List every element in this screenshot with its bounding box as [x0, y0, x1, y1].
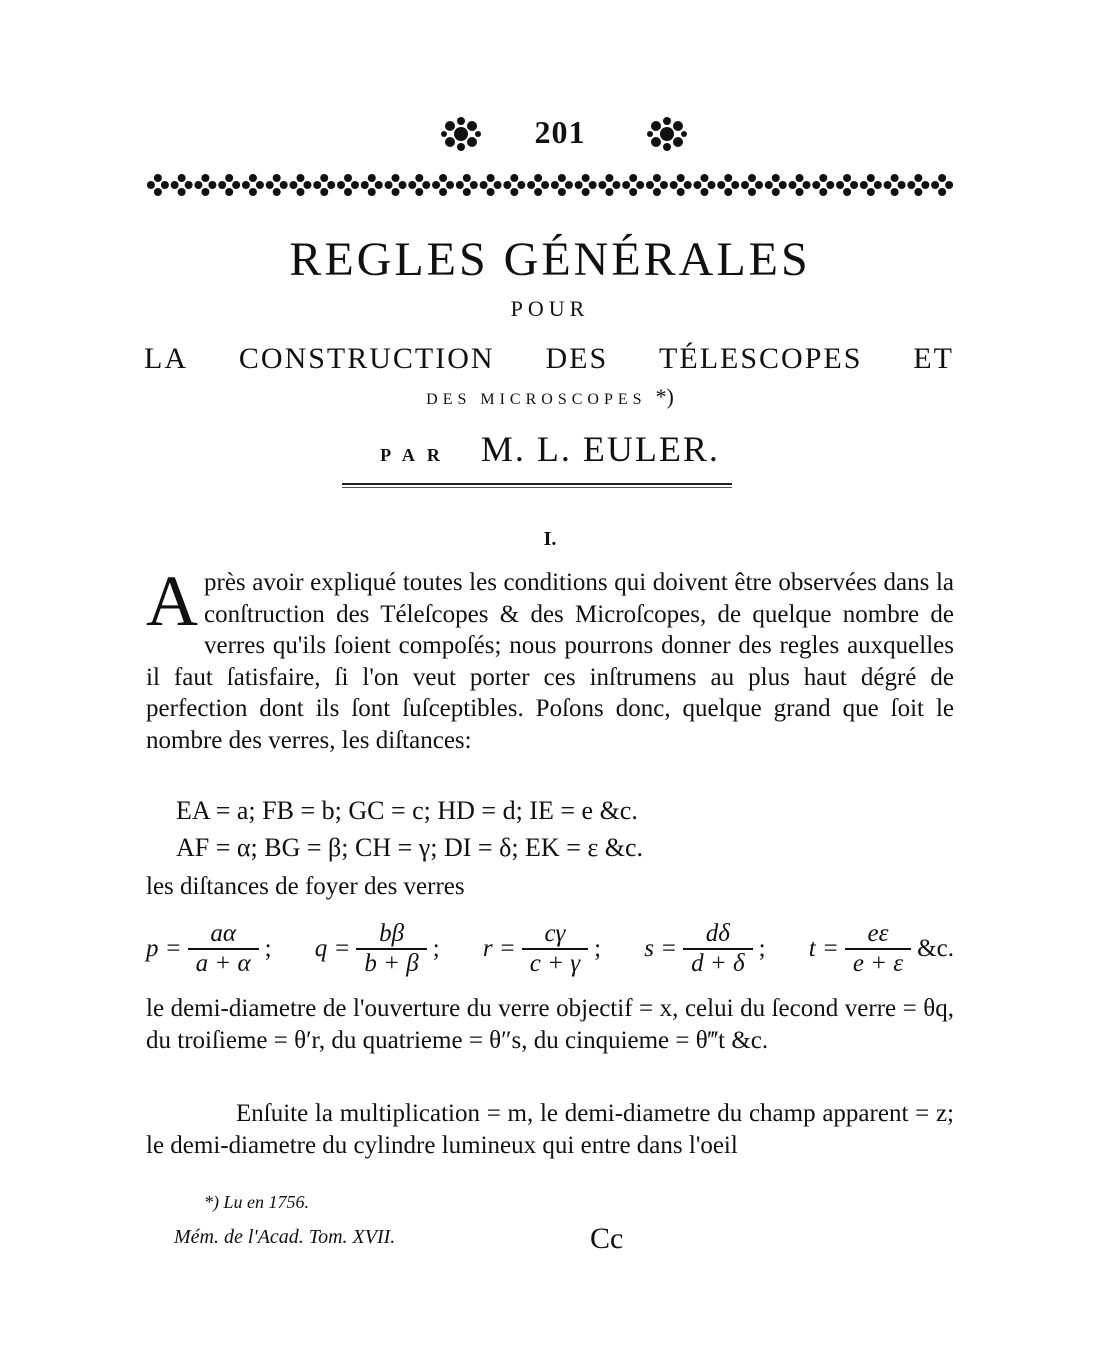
- equation-lhs: q =: [314, 935, 351, 962]
- equation-separator: ;: [264, 935, 272, 962]
- ornament-mark: [789, 174, 811, 196]
- signature-mark: Cc: [590, 1222, 624, 1255]
- equation-lhs: t =: [808, 935, 839, 962]
- page-header: [0, 110, 1100, 160]
- fraction: [845, 920, 911, 978]
- ornament-mark: [337, 174, 359, 196]
- fraction-denominator: d + δ: [691, 950, 745, 977]
- ornament-mark: [527, 174, 549, 196]
- ornament-mark: [432, 174, 454, 196]
- title-subject-line: [144, 342, 954, 376]
- title-word: ET: [913, 342, 954, 375]
- ornament-mark: [171, 174, 193, 196]
- ornament-mark: [717, 174, 739, 196]
- ornament-mark: [860, 174, 882, 196]
- paragraph-2: le demi-diametre de l'ouverture du verre objectif = x, celui du ſecond verre = θq, du troiſieme = θ′r, du quatrieme = θ″s, du cinquieme = θ‴t &c.: [146, 995, 954, 1054]
- ornament-mark: [385, 174, 407, 196]
- ornament-mark: [931, 174, 953, 196]
- equation-separator: ;: [594, 935, 602, 962]
- ornament-mark: [741, 174, 763, 196]
- foyer-line: les diſtances de foyer des verres: [146, 873, 465, 900]
- fraction-equation: [146, 920, 272, 978]
- ornament-mark: [456, 174, 478, 196]
- ornament-mark: [812, 174, 834, 196]
- equation-separator: &c.: [917, 935, 954, 962]
- ornament-band-icon: [146, 170, 954, 200]
- ornament-mark: [670, 174, 692, 196]
- ornament-mark: [622, 174, 644, 196]
- title-rule-thin: [342, 487, 732, 488]
- fraction: [356, 920, 426, 978]
- page-number: 201: [534, 114, 586, 150]
- equation-lhs: s =: [644, 935, 678, 962]
- fraction-equation: [315, 920, 440, 978]
- ornament-mark: [313, 174, 335, 196]
- fraction-equation: [809, 920, 954, 978]
- ornament-mark: [765, 174, 787, 196]
- equation-separator: ;: [758, 935, 766, 962]
- fraction: [522, 920, 588, 978]
- fraction-numerator: bβ: [379, 920, 405, 947]
- ornament-mark: [218, 174, 240, 196]
- footnote: *) Lu en 1756.: [204, 1192, 309, 1212]
- page-title: REGLES GÉNÉRALES: [289, 233, 811, 286]
- byline: [0, 428, 1100, 470]
- fleuron-icon: [440, 116, 482, 152]
- ornament-mark: [598, 174, 620, 196]
- title-word: LA: [144, 342, 188, 375]
- section-number: I.: [543, 528, 557, 550]
- ornament-mark: [551, 174, 573, 196]
- ornament-mark: [242, 174, 264, 196]
- fraction: [188, 920, 259, 978]
- ornament-mark: [408, 174, 430, 196]
- ornament-mark: [361, 174, 383, 196]
- footnote-mark: *): [655, 384, 674, 409]
- equation-row-2: AF = α; BG = β; CH = γ; DI = δ; EK = ε &c.: [176, 833, 644, 862]
- ornament-mark: [503, 174, 525, 196]
- equation-lhs: r =: [482, 935, 516, 962]
- fraction: [683, 920, 753, 978]
- title-rule: [342, 483, 732, 485]
- ornament-mark: [907, 174, 929, 196]
- fraction-equation: [483, 920, 601, 978]
- ornament-mark: [147, 174, 169, 196]
- byline-par: PAR: [380, 445, 452, 465]
- ornament-mark: [884, 174, 906, 196]
- title-word: CONSTRUCTION: [238, 342, 495, 375]
- title-word: DES: [545, 342, 609, 375]
- page-footer: [174, 1222, 954, 1258]
- ornament-mark: [836, 174, 858, 196]
- title-subject-line-2: [0, 384, 1100, 410]
- title-word: TÉLESCOPES: [659, 342, 863, 375]
- ornament-mark: [693, 174, 715, 196]
- fraction-numerator: eε: [867, 920, 889, 947]
- ornament-mark: [480, 174, 502, 196]
- fraction-numerator: aα: [210, 920, 236, 947]
- fraction-denominator: a + α: [195, 950, 251, 977]
- fleuron-icon: [646, 116, 688, 152]
- fraction-denominator: c + γ: [529, 950, 581, 977]
- author-name: M. L. EULER.: [480, 429, 720, 469]
- fraction-numerator: cγ: [544, 920, 566, 947]
- fraction-equation: [644, 920, 765, 978]
- paragraph-1-text: près avoir expliqué toutes les conditions qui doivent être observées dans la conſtruction des Téleſcopes & des Microſcopes, de quelque nombre de verres qu'ils ſoient compoſés; nous pourrons donner des regles auxquelles il faut ſatisfaire, ſi l'on veut porter ces inſtrumens au plus haut dégré de perfection dont ils ſont ſuſceptibles. Poſons donc, quelque grand que ſoit le nombre des verres, les diſtances:: [146, 569, 954, 754]
- fraction-denominator: e + ε: [852, 950, 904, 977]
- ornament-mark: [575, 174, 597, 196]
- fraction-denominator: b + β: [364, 950, 419, 977]
- equation-separator: ;: [432, 935, 440, 962]
- paragraph-3: Enſuite la multiplication = m, le demi-diametre du champ apparent = z; le demi-diametre du cylindre lumineux qui entre dans l'oeil: [146, 1100, 954, 1159]
- ornament-mark: [194, 174, 216, 196]
- paragraph-1: [146, 561, 954, 756]
- equation-row-1: EA = a; FB = b; GC = c; HD = d; IE = e &c.: [176, 796, 638, 825]
- fraction-numerator: dδ: [705, 920, 730, 947]
- drop-cap: A: [146, 561, 198, 641]
- ornament-mark: [646, 174, 668, 196]
- ornament-mark: [289, 174, 311, 196]
- memoir-reference: Mém. de l'Acad. Tom. XVII.: [174, 1226, 396, 1248]
- equation-lhs: p =: [146, 935, 182, 962]
- title-pour: POUR: [510, 296, 590, 321]
- ornament-mark: [266, 174, 288, 196]
- focal-length-equations: [146, 914, 954, 984]
- title-microscopes: DES MICROSCOPES: [426, 391, 647, 408]
